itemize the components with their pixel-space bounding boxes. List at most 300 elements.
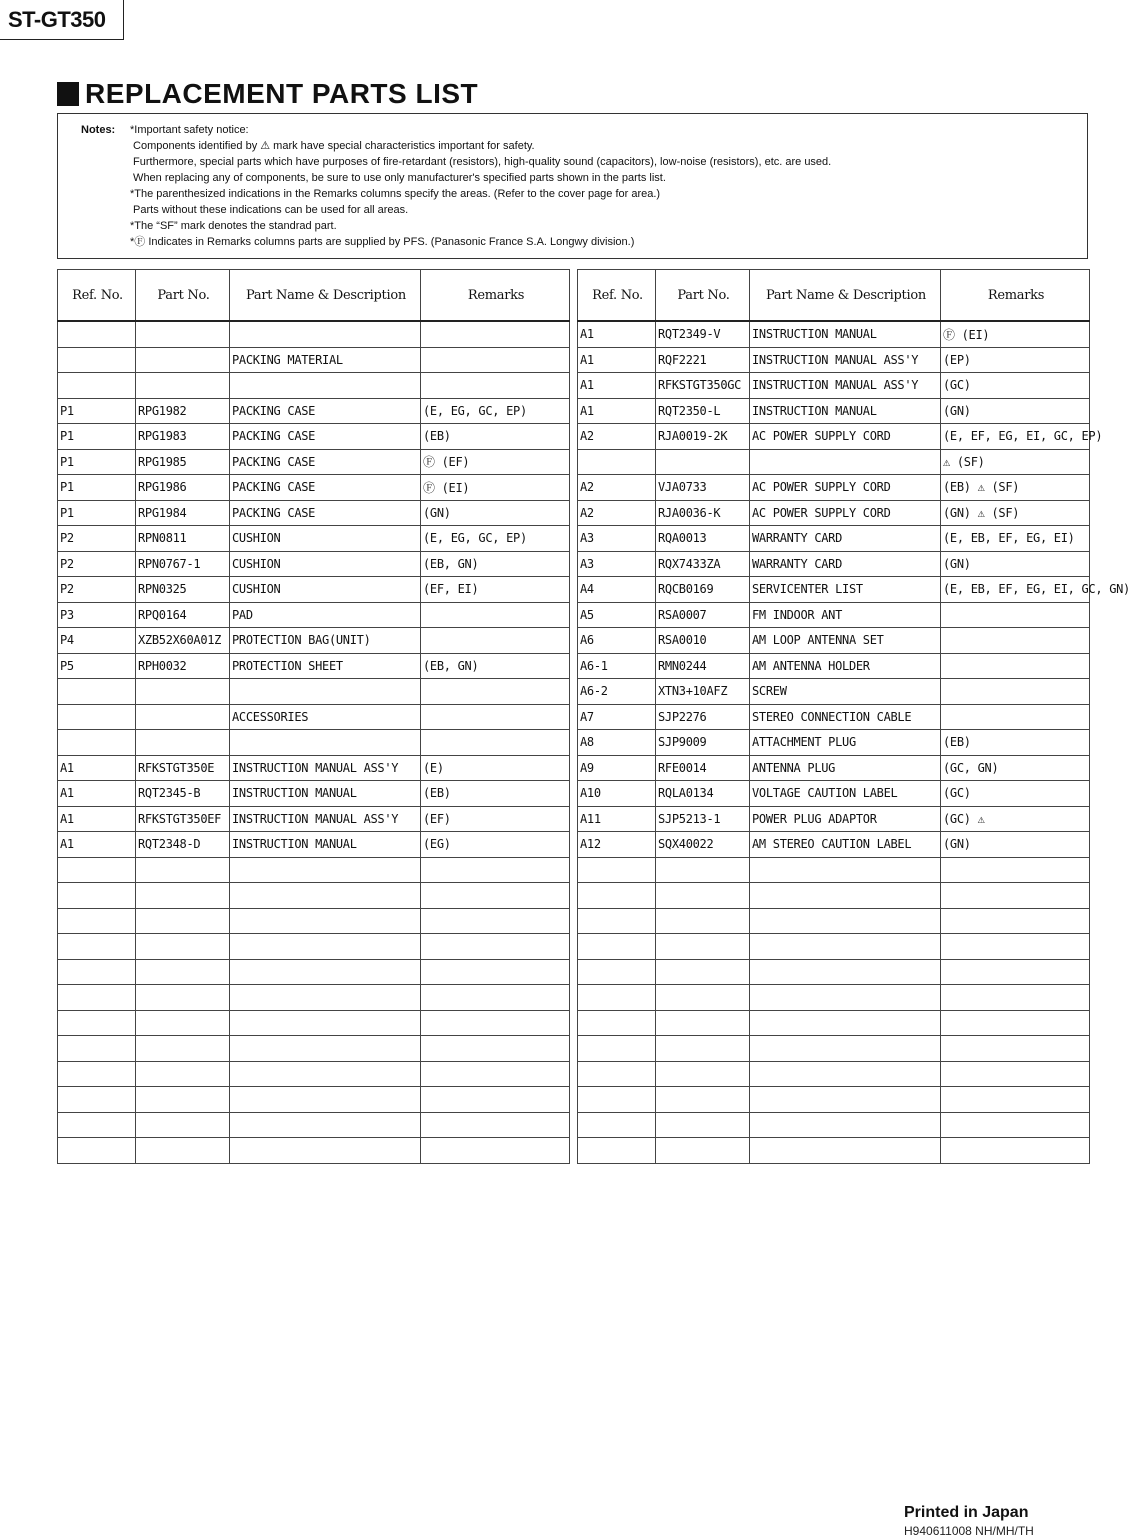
header-part-name: Part Name & Description [750, 270, 941, 322]
cell-part-name [750, 1112, 941, 1138]
cell-remarks [421, 730, 570, 756]
cell-part-no: RSA0010 [656, 628, 750, 654]
cell-part-no [136, 1010, 230, 1036]
cell-part-no [136, 1138, 230, 1164]
cell-remarks [421, 934, 570, 960]
cell-remarks: (GN) [941, 832, 1090, 858]
cell-ref-no [58, 857, 136, 883]
cell-part-no [136, 679, 230, 705]
cell-part-name [230, 908, 421, 934]
cell-remarks [941, 1138, 1090, 1164]
cell-part-no: RQF2221 [656, 347, 750, 373]
cell-part-no: XTN3+10AFZ [656, 679, 750, 705]
cell-part-no [656, 1087, 750, 1113]
cell-part-no [136, 1061, 230, 1087]
cell-part-no [656, 1061, 750, 1087]
cell-part-name [230, 1138, 421, 1164]
header-part-name: Part Name & Description [230, 270, 421, 322]
cell-part-name: INSTRUCTION MANUAL [230, 832, 421, 858]
cell-ref-no [578, 1087, 656, 1113]
cell-part-name: INSTRUCTION MANUAL [230, 781, 421, 807]
notes-label: Notes: [81, 124, 116, 136]
cell-ref-no [578, 1010, 656, 1036]
table-row [578, 628, 1090, 654]
cell-part-no [136, 883, 230, 909]
cell-ref-no: A6-1 [578, 653, 656, 679]
table-row [58, 577, 570, 603]
cell-part-name: ATTACHMENT PLUG [750, 730, 941, 756]
cell-ref-no: A1 [578, 398, 656, 424]
cell-ref-no: P2 [58, 526, 136, 552]
cell-ref-no: A7 [578, 704, 656, 730]
table-row [58, 373, 570, 399]
table-row [578, 475, 1090, 501]
table-row [578, 883, 1090, 909]
cell-ref-no [578, 1036, 656, 1062]
cell-remarks [941, 1010, 1090, 1036]
cell-remarks [421, 1061, 570, 1087]
cell-part-name [750, 1010, 941, 1036]
cell-part-name [750, 959, 941, 985]
notes-line: *Ⓕ Indicates in Remarks columns parts are supplied by PFS. (Panasonic France S.A. Longwy division.) [130, 236, 635, 248]
cell-remarks [941, 704, 1090, 730]
table-row [58, 806, 570, 832]
table-row [58, 959, 570, 985]
table-row [578, 934, 1090, 960]
cell-part-no: RFKSTGT350E [136, 755, 230, 781]
cell-part-no: RPH0032 [136, 653, 230, 679]
cell-remarks: (GN) [941, 398, 1090, 424]
cell-part-name [230, 1061, 421, 1087]
cell-ref-no [578, 1112, 656, 1138]
table-row [58, 1061, 570, 1087]
cell-part-no: RMN0244 [656, 653, 750, 679]
cell-remarks: (EB, GN) [421, 653, 570, 679]
cell-part-no: RFKSTGT350GC [656, 373, 750, 399]
title-square-icon [57, 82, 79, 106]
cell-part-name: ACCESSORIES [230, 704, 421, 730]
table-row [578, 781, 1090, 807]
cell-ref-no: A6 [578, 628, 656, 654]
cell-ref-no: A1 [578, 347, 656, 373]
notes-lines [130, 122, 831, 250]
cell-ref-no: A3 [578, 551, 656, 577]
cell-part-name: AM ANTENNA HOLDER [750, 653, 941, 679]
table-row [578, 1036, 1090, 1062]
cell-ref-no: A8 [578, 730, 656, 756]
table-row [58, 321, 570, 347]
cell-remarks: (EB) [421, 781, 570, 807]
cell-remarks [421, 1112, 570, 1138]
cell-part-name [230, 959, 421, 985]
cell-remarks: Ⓕ (EF) [421, 449, 570, 475]
table-row [578, 653, 1090, 679]
table-row [58, 653, 570, 679]
cell-part-no [656, 1138, 750, 1164]
cell-part-name [230, 857, 421, 883]
cell-ref-no [58, 959, 136, 985]
cell-ref-no: A12 [578, 832, 656, 858]
cell-part-no [136, 985, 230, 1011]
cell-part-name [750, 883, 941, 909]
cell-remarks: (GC) ⚠ [941, 806, 1090, 832]
table-row [58, 832, 570, 858]
cell-part-no: RQT2345-B [136, 781, 230, 807]
cell-ref-no [578, 449, 656, 475]
cell-part-name: WARRANTY CARD [750, 551, 941, 577]
table-row [578, 602, 1090, 628]
cell-part-name: PACKING CASE [230, 424, 421, 450]
cell-ref-no [578, 959, 656, 985]
cell-ref-no [58, 1138, 136, 1164]
cell-part-name: ANTENNA PLUG [750, 755, 941, 781]
cell-remarks [941, 679, 1090, 705]
cell-part-name [230, 934, 421, 960]
table-row [578, 347, 1090, 373]
cell-part-name: PACKING CASE [230, 449, 421, 475]
cell-remarks [421, 985, 570, 1011]
cell-part-name: PROTECTION SHEET [230, 653, 421, 679]
cell-part-no [136, 959, 230, 985]
table-row [58, 857, 570, 883]
parts-table-left-body [58, 321, 570, 1163]
cell-remarks: (E, EB, EF, EG, EI) [941, 526, 1090, 552]
cell-ref-no: P1 [58, 500, 136, 526]
cell-part-name: INSTRUCTION MANUAL ASS'Y [230, 806, 421, 832]
table-row [578, 551, 1090, 577]
page-title-text: REPLACEMENT PARTS LIST [85, 78, 479, 109]
cell-part-no [136, 347, 230, 373]
table-row [578, 577, 1090, 603]
cell-part-name: INSTRUCTION MANUAL ASS'Y [750, 373, 941, 399]
table-row [58, 500, 570, 526]
cell-part-name: PROTECTION BAG(UNIT) [230, 628, 421, 654]
cell-part-no [656, 1036, 750, 1062]
cell-remarks: (EB, GN) [421, 551, 570, 577]
cell-part-no [136, 934, 230, 960]
cell-remarks: (EB) [941, 730, 1090, 756]
cell-remarks [421, 373, 570, 399]
cell-ref-no [578, 883, 656, 909]
cell-part-name [230, 730, 421, 756]
cell-part-no [136, 1087, 230, 1113]
cell-ref-no: P1 [58, 424, 136, 450]
cell-part-name: CUSHION [230, 551, 421, 577]
cell-ref-no: A2 [578, 424, 656, 450]
cell-part-no: RQA0013 [656, 526, 750, 552]
cell-ref-no [58, 347, 136, 373]
cell-remarks [941, 602, 1090, 628]
cell-remarks [421, 959, 570, 985]
cell-remarks [941, 1061, 1090, 1087]
cell-part-no: RPG1985 [136, 449, 230, 475]
cell-part-no [656, 449, 750, 475]
cell-part-name [230, 373, 421, 399]
cell-part-no [136, 857, 230, 883]
header-part-no: Part No. [136, 270, 230, 322]
table-row [578, 398, 1090, 424]
cell-ref-no [578, 985, 656, 1011]
cell-part-name [230, 679, 421, 705]
cell-ref-no: A11 [578, 806, 656, 832]
cell-remarks [421, 1036, 570, 1062]
cell-ref-no: P2 [58, 577, 136, 603]
cell-ref-no: A1 [58, 755, 136, 781]
cell-remarks [421, 1010, 570, 1036]
cell-remarks: Ⓕ (EI) [941, 321, 1090, 347]
cell-part-no: RPG1982 [136, 398, 230, 424]
cell-part-no [656, 883, 750, 909]
header-ref-no: Ref. No. [58, 270, 136, 322]
table-row [58, 551, 570, 577]
cell-part-name [750, 1061, 941, 1087]
cell-part-name [750, 934, 941, 960]
cell-part-no [656, 1010, 750, 1036]
table-row [58, 449, 570, 475]
cell-part-no: RQX7433ZA [656, 551, 750, 577]
parts-table-right [577, 269, 1130, 1164]
cell-part-no: SQX40022 [656, 832, 750, 858]
cell-part-name [230, 985, 421, 1011]
page-title [57, 78, 478, 110]
parts-table-left [57, 269, 570, 1164]
cell-remarks: (GC) [941, 781, 1090, 807]
table-row [58, 526, 570, 552]
cell-remarks: Ⓕ (EI) [421, 475, 570, 501]
cell-part-name [750, 857, 941, 883]
table-row [578, 806, 1090, 832]
notes-line: *The “SF” mark denotes the standrad part. [130, 220, 337, 232]
cell-part-no [656, 1112, 750, 1138]
cell-remarks: (GC) [941, 373, 1090, 399]
cell-remarks [941, 959, 1090, 985]
table-row [58, 730, 570, 756]
table-row [58, 1087, 570, 1113]
cell-part-no: RPN0811 [136, 526, 230, 552]
cell-part-name: AC POWER SUPPLY CORD [750, 500, 941, 526]
cell-part-no: RSA0007 [656, 602, 750, 628]
cell-part-no [136, 1112, 230, 1138]
cell-ref-no: A3 [578, 526, 656, 552]
cell-ref-no: A2 [578, 500, 656, 526]
cell-remarks: (EP) [941, 347, 1090, 373]
table-row [58, 1010, 570, 1036]
header-remarks: Remarks [421, 270, 570, 322]
header-part-no: Part No. [656, 270, 750, 322]
cell-remarks: (E) [421, 755, 570, 781]
cell-ref-no: A9 [578, 755, 656, 781]
table-row [578, 424, 1090, 450]
cell-ref-no [58, 373, 136, 399]
cell-ref-no [58, 730, 136, 756]
cell-part-name [750, 1087, 941, 1113]
cell-remarks [421, 908, 570, 934]
cell-remarks [941, 1087, 1090, 1113]
cell-ref-no: A1 [58, 781, 136, 807]
cell-part-no: RQCB0169 [656, 577, 750, 603]
model-tag: ST-GT350 [0, 0, 124, 40]
cell-remarks: (E, EG, GC, EP) [421, 526, 570, 552]
cell-part-no [136, 730, 230, 756]
cell-ref-no: P1 [58, 475, 136, 501]
cell-part-name: FM INDOOR ANT [750, 602, 941, 628]
cell-remarks: (E, EF, EG, EI, GC, EP) [941, 424, 1090, 450]
cell-part-no: RQT2350-L [656, 398, 750, 424]
cell-part-no: VJA0733 [656, 475, 750, 501]
table-row [578, 704, 1090, 730]
table-row [578, 373, 1090, 399]
cell-part-no: RPG1983 [136, 424, 230, 450]
cell-remarks [421, 628, 570, 654]
cell-part-no: RPN0325 [136, 577, 230, 603]
cell-ref-no: P2 [58, 551, 136, 577]
cell-part-no: SJP2276 [656, 704, 750, 730]
cell-part-name: INSTRUCTION MANUAL ASS'Y [750, 347, 941, 373]
cell-remarks: (EF, EI) [421, 577, 570, 603]
cell-part-name: INSTRUCTION MANUAL ASS'Y [230, 755, 421, 781]
cell-part-name: PAD [230, 602, 421, 628]
cell-remarks [941, 985, 1090, 1011]
table-row [578, 959, 1090, 985]
cell-part-no: SJP9009 [656, 730, 750, 756]
table-row [58, 883, 570, 909]
cell-part-name: WARRANTY CARD [750, 526, 941, 552]
table-row [578, 730, 1090, 756]
cell-part-name [750, 1138, 941, 1164]
cell-part-name: AM LOOP ANTENNA SET [750, 628, 941, 654]
cell-remarks [421, 679, 570, 705]
cell-part-name [750, 908, 941, 934]
notes-line: When replacing any of components, be sure to use only manufacturer's specified parts shown in the parts list. [130, 172, 666, 184]
table-row [578, 449, 1090, 475]
cell-part-no [656, 959, 750, 985]
cell-part-no [656, 985, 750, 1011]
cell-part-no: RQLA0134 [656, 781, 750, 807]
table-row [578, 1010, 1090, 1036]
cell-part-no [136, 373, 230, 399]
cell-part-name: CUSHION [230, 526, 421, 552]
cell-part-name [750, 449, 941, 475]
cell-part-name [750, 1036, 941, 1062]
table-row [58, 424, 570, 450]
cell-ref-no: A2 [578, 475, 656, 501]
cell-part-name [230, 883, 421, 909]
cell-remarks [421, 347, 570, 373]
cell-part-name: STEREO CONNECTION CABLE [750, 704, 941, 730]
document-code: H940611008 NH/MH/TH [904, 1524, 1034, 1538]
table-row [58, 602, 570, 628]
table-row [578, 1087, 1090, 1113]
cell-part-name [230, 1112, 421, 1138]
cell-part-name: PACKING CASE [230, 500, 421, 526]
cell-part-no [656, 857, 750, 883]
cell-remarks: (GN) [421, 500, 570, 526]
cell-ref-no: A1 [58, 806, 136, 832]
table-row [578, 1138, 1090, 1164]
cell-remarks [421, 602, 570, 628]
table-row [58, 347, 570, 373]
cell-remarks [941, 653, 1090, 679]
notes-line: Components identified by ⚠ mark have special characteristics important for safety. [130, 140, 535, 152]
cell-part-name: PACKING CASE [230, 475, 421, 501]
cell-part-no: RJA0019-2K [656, 424, 750, 450]
cell-ref-no: A1 [58, 832, 136, 858]
cell-part-name: VOLTAGE CAUTION LABEL [750, 781, 941, 807]
cell-part-name: PACKING CASE [230, 398, 421, 424]
cell-remarks [421, 857, 570, 883]
cell-remarks: (E, EG, GC, EP) [421, 398, 570, 424]
cell-remarks [941, 1112, 1090, 1138]
table-row [58, 628, 570, 654]
cell-remarks [941, 883, 1090, 909]
cell-remarks: (GN) [941, 551, 1090, 577]
table-row [578, 908, 1090, 934]
cell-ref-no: A10 [578, 781, 656, 807]
cell-ref-no [58, 908, 136, 934]
cell-ref-no [578, 1138, 656, 1164]
cell-part-name [230, 1036, 421, 1062]
table-row [578, 679, 1090, 705]
cell-remarks: (GN) ⚠ (SF) [941, 500, 1090, 526]
cell-ref-no [58, 1036, 136, 1062]
cell-remarks [421, 1138, 570, 1164]
cell-part-no: RQT2348-D [136, 832, 230, 858]
table-row [578, 832, 1090, 858]
cell-part-name: SCREW [750, 679, 941, 705]
cell-part-no [136, 908, 230, 934]
cell-ref-no: A5 [578, 602, 656, 628]
cell-ref-no [58, 883, 136, 909]
cell-part-name: POWER PLUG ADAPTOR [750, 806, 941, 832]
cell-ref-no [578, 857, 656, 883]
cell-part-name: CUSHION [230, 577, 421, 603]
cell-part-no: RJA0036-K [656, 500, 750, 526]
table-row [578, 755, 1090, 781]
cell-part-name: AM STEREO CAUTION LABEL [750, 832, 941, 858]
cell-remarks: ⚠ (SF) [941, 449, 1090, 475]
cell-ref-no [58, 679, 136, 705]
cell-remarks [941, 934, 1090, 960]
table-row [58, 755, 570, 781]
cell-ref-no [578, 934, 656, 960]
cell-remarks [421, 1087, 570, 1113]
cell-part-no [656, 934, 750, 960]
cell-remarks [941, 1036, 1090, 1062]
cell-remarks [421, 883, 570, 909]
cell-ref-no [58, 704, 136, 730]
cell-part-name: INSTRUCTION MANUAL [750, 321, 941, 347]
cell-part-name [750, 985, 941, 1011]
notes-line: Furthermore, special parts which have purposes of fire-retardant (resistors), high-quality sound (capacitors), low-noise (resistors), etc. are used. [130, 156, 832, 168]
cell-part-no: XZB52X60A01Z [136, 628, 230, 654]
cell-part-no: RPQ0164 [136, 602, 230, 628]
notes-line: *Important safety notice: [130, 124, 249, 136]
cell-part-name [230, 321, 421, 347]
table-row [578, 526, 1090, 552]
cell-remarks: (E, EB, EF, EG, EI, GC, GN) [941, 577, 1090, 603]
table-row [58, 704, 570, 730]
cell-remarks: (GC, GN) [941, 755, 1090, 781]
cell-part-no: RPN0767-1 [136, 551, 230, 577]
cell-part-no: SJP5213-1 [656, 806, 750, 832]
table-row [578, 1112, 1090, 1138]
table-header-row [58, 270, 570, 322]
cell-ref-no: P1 [58, 449, 136, 475]
cell-ref-no [58, 1010, 136, 1036]
table-row [58, 1112, 570, 1138]
cell-remarks: (EG) [421, 832, 570, 858]
cell-ref-no: P4 [58, 628, 136, 654]
